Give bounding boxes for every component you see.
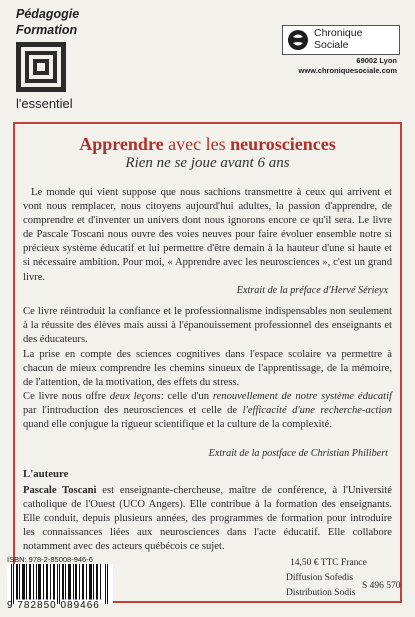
p3-c: : celle d'un [160, 391, 213, 402]
author-name: Pascale Toscani [23, 485, 97, 496]
barcode-digits: 9 782850 089466 [7, 600, 100, 611]
p3-d: renouvellement de notre système éducatif [212, 391, 393, 402]
postface-paragraph-2: La prise en compte des sciences cognitives dans l'espace scolaire va permettre à chacun de mieux comprendre les chemins sinueux de l'apprentissage, de la mémoire, de l'attention, de la motivation, des effets du stress. [23, 349, 392, 389]
title-part2: avec les [163, 134, 231, 154]
preface-paragraph: Le monde qui vient suppose que nous sachions transmettre à ceux qui arrivent et vont nous remplacer, nous citoyens aujourd'hui adultes, la passion d'apprendre, de comprendre et d'inventer un univers dont nous ignorons encore ce qu'il sera. Le livre de Pascale Toscani nous ouvre des voies neuves pour faire évoluer ensemble notre si précieux système éducatif et lui permettre d'être demain à la hauteur d'une si haute et si nécessaire ambition. Pour moi, « Apprendre avec les neurosciences », c'est un grand livre. [23, 187, 392, 283]
postface-citation: Extrait de la postface de Christian Philibert [208, 448, 388, 459]
author-heading: L'auteure [23, 468, 69, 480]
distribution-1: Diffusion Sofedis [286, 573, 354, 583]
series-label [16, 6, 116, 38]
publisher-name-line2: Sociale [314, 39, 349, 51]
publisher-logo-box [282, 25, 400, 55]
p3-b: deux leçons [109, 391, 161, 402]
book-subtitle: Rien ne se joue avant 6 ans [125, 155, 290, 171]
publisher-url: www.chroniquesociale.com [298, 66, 397, 75]
distribution-2: Distribution Sodis [286, 588, 356, 598]
publisher-logo-icon [287, 29, 309, 51]
author-bio [23, 484, 392, 554]
isbn-label: ISBN: 978-2-85008-946-6 [7, 555, 93, 564]
publisher-city: 69002 Lyon [356, 56, 397, 65]
series-line2: Formation [16, 23, 78, 37]
p3-a: Ce livre nous offre [23, 391, 110, 402]
preface-citation: Extrait de la préface d'Hervé Sérieyx [236, 285, 388, 296]
publisher-name-line1: Chronique [314, 27, 363, 39]
series-logo-icon [16, 42, 66, 92]
postface-paragraph-3 [23, 390, 392, 432]
publisher-name [314, 27, 362, 51]
series-line1: Pédagogie [16, 7, 80, 21]
price: 14,50 € TTC France [290, 558, 367, 568]
barcode-icon [7, 564, 113, 604]
p3-g: quand elle conjugue la rigueur scientifique et la culture de la complexité. [23, 419, 332, 431]
text-frame [13, 122, 402, 603]
book-title [23, 134, 392, 155]
p3-e: par l'introduction des neurosciences et celle de [23, 405, 243, 417]
series-name: l'essentiel [16, 96, 73, 111]
title-part3: neurosciences [230, 134, 336, 154]
p3-f: l'efficacité d'une recherche-action [242, 405, 392, 417]
postface-paragraph-1: Ce livre réintroduit la confiance et le professionnalisme indispensables non seulement à la réussite des élèves mais aussi à l'épanouissement professionnel des enseignants et des éducateurs. [23, 306, 392, 346]
product-code: S 496 570 [362, 581, 401, 591]
author-bio-text: est enseignante-chercheuse, maître de conférence, à l'Université catholique de l'Ouest (UCO Angers). Elle contribue à la formation des enseignants. Elle conduit, depuis plusieurs années, des programmes de formation pour introduire les connaissances liées aux neurosciences dans l'acte éducatif. Elle collabore notamment avec des acteurs québécois ce sujet. [23, 485, 392, 553]
title-part1: Apprendre [79, 134, 164, 154]
